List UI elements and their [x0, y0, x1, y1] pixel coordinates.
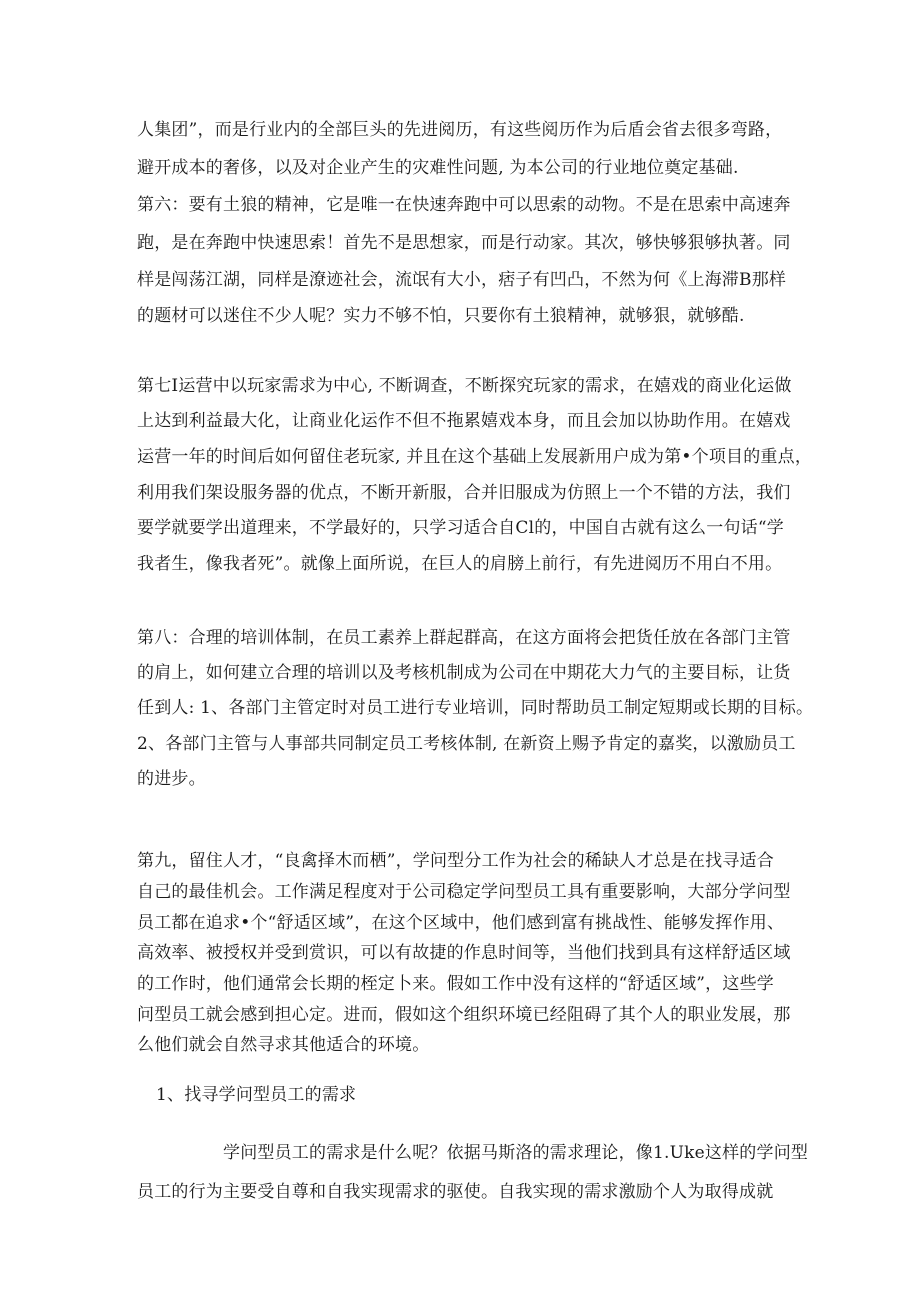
paragraph-line: 要学就要学出道理来，不学最好的，只学习适合自Cl的，中国自古就有这么一句话“学: [137, 518, 784, 538]
paragraph-line: 自己的最佳机会。工作满足程度对于公司稳定学问型员工具有重要影响，大部分学问型: [137, 882, 791, 902]
paragraph-line: 员工的行为主要受自尊和自我实现需求的驱使。自我实现的需求激励个人为取得成就: [137, 1182, 774, 1202]
paragraph-line: 的肩上，如何建立合理的培训以及考核机制成为公司在中期花大力气的主要目标，让货: [137, 663, 791, 683]
paragraph-line: 利用我们架设服务器的优点，不断开新服，合并旧服成为仿照上一个不错的方法，我们: [137, 483, 791, 503]
paragraph-line: 的题材可以迷住不少人呢？实力不够不怕，只要你有土狼精神，就够狠，就够酷.: [137, 306, 745, 326]
paragraph-line: 上达到利益最大化，让商业化运作不但不拖累嬉戏本身，而且会加以协助作用。在嬉戏: [137, 411, 791, 431]
section-heading: 1、找寻学问型员工的需求: [156, 1085, 357, 1105]
paragraph-line: 的工作时，他们通常会长期的桎定卜来。假如工作中没有这样的“舒适区域”，这些学: [137, 974, 774, 994]
paragraph-line: 学问型员工的需求是什么呢？依据马斯洛的需求理论，像1.Uke这样的学问型: [223, 1143, 809, 1163]
paragraph-line: 任到人: 1、各部门主管定时对员工进行专业培训，同时帮助员工制定短期或长期的目标。: [137, 698, 814, 718]
paragraph-line: 第九，留住人才，“良禽择木而栖”，学问型分工作为社会的稀缺人才总是在找寻适合: [137, 851, 774, 871]
paragraph-line: 运营一年的时间后如何留住老玩家, 并且在这个基础上发展新用户成为第•个项目的重点，: [137, 447, 813, 467]
paragraph-line: 高效率、被授权并受到赏识，可以有故捷的作息时间等，当他们找到具有这样舒适区域: [137, 943, 791, 963]
paragraph-line: 问型员工就会感到担心定。进而，假如这个组织环境已经阻碍了其个人的职业发展，那: [137, 1005, 791, 1025]
paragraph-line: 的进步。: [137, 769, 206, 789]
paragraph-line: 第七I运营中以玩家需求为中心, 不断调查，不断探究玩家的需求，在嬉戏的商业化运做: [137, 376, 792, 396]
paragraph-line: 2、各部门主管与人事部共同制定员工考核体制, 在新资上赐予肯定的嘉奖，以激励员工: [137, 734, 796, 754]
paragraph-line: 么他们就会自然寻求其他适合的环境。: [137, 1035, 430, 1055]
paragraph-line: 我者生，像我者死”。就像上面所说，在巨人的肩膀上前行，有先进阅历不用白不用。: [137, 554, 783, 574]
paragraph-line: 避开成本的奢侈，以及对企业产生的灾难性问题, 为本公司的行业地位奠定基础.: [137, 158, 739, 178]
paragraph-line: 跑，是在奔跑中快速思索！首先不是思想家，而是行动家。其次，够快够狠够执著。同: [137, 233, 791, 253]
paragraph-line: 样是闯荡江湖，同样是潦迹社会，流氓有大小，痞子有凹凸，不然为何《上海滞B那样: [137, 270, 787, 290]
paragraph-line: 人集团”，而是行业内的全部巨头的先进阅历，有这些阅历作为后盾会省去很多弯路，: [137, 120, 783, 140]
paragraph-line: 第八：合理的培训体制，在员工素养上群起群高，在这方面将会把货任放在各部门主管: [137, 628, 791, 648]
paragraph-line: 第六：要有土狼的精神，它是唯一在快速奔跑中可以思索的动物。不是在思索中高速奔: [137, 195, 791, 215]
paragraph-line: 员工都在追求•个“舒适区域”，在这个区域中，他们感到富有挑战性、能够发挥作用、: [137, 913, 785, 933]
